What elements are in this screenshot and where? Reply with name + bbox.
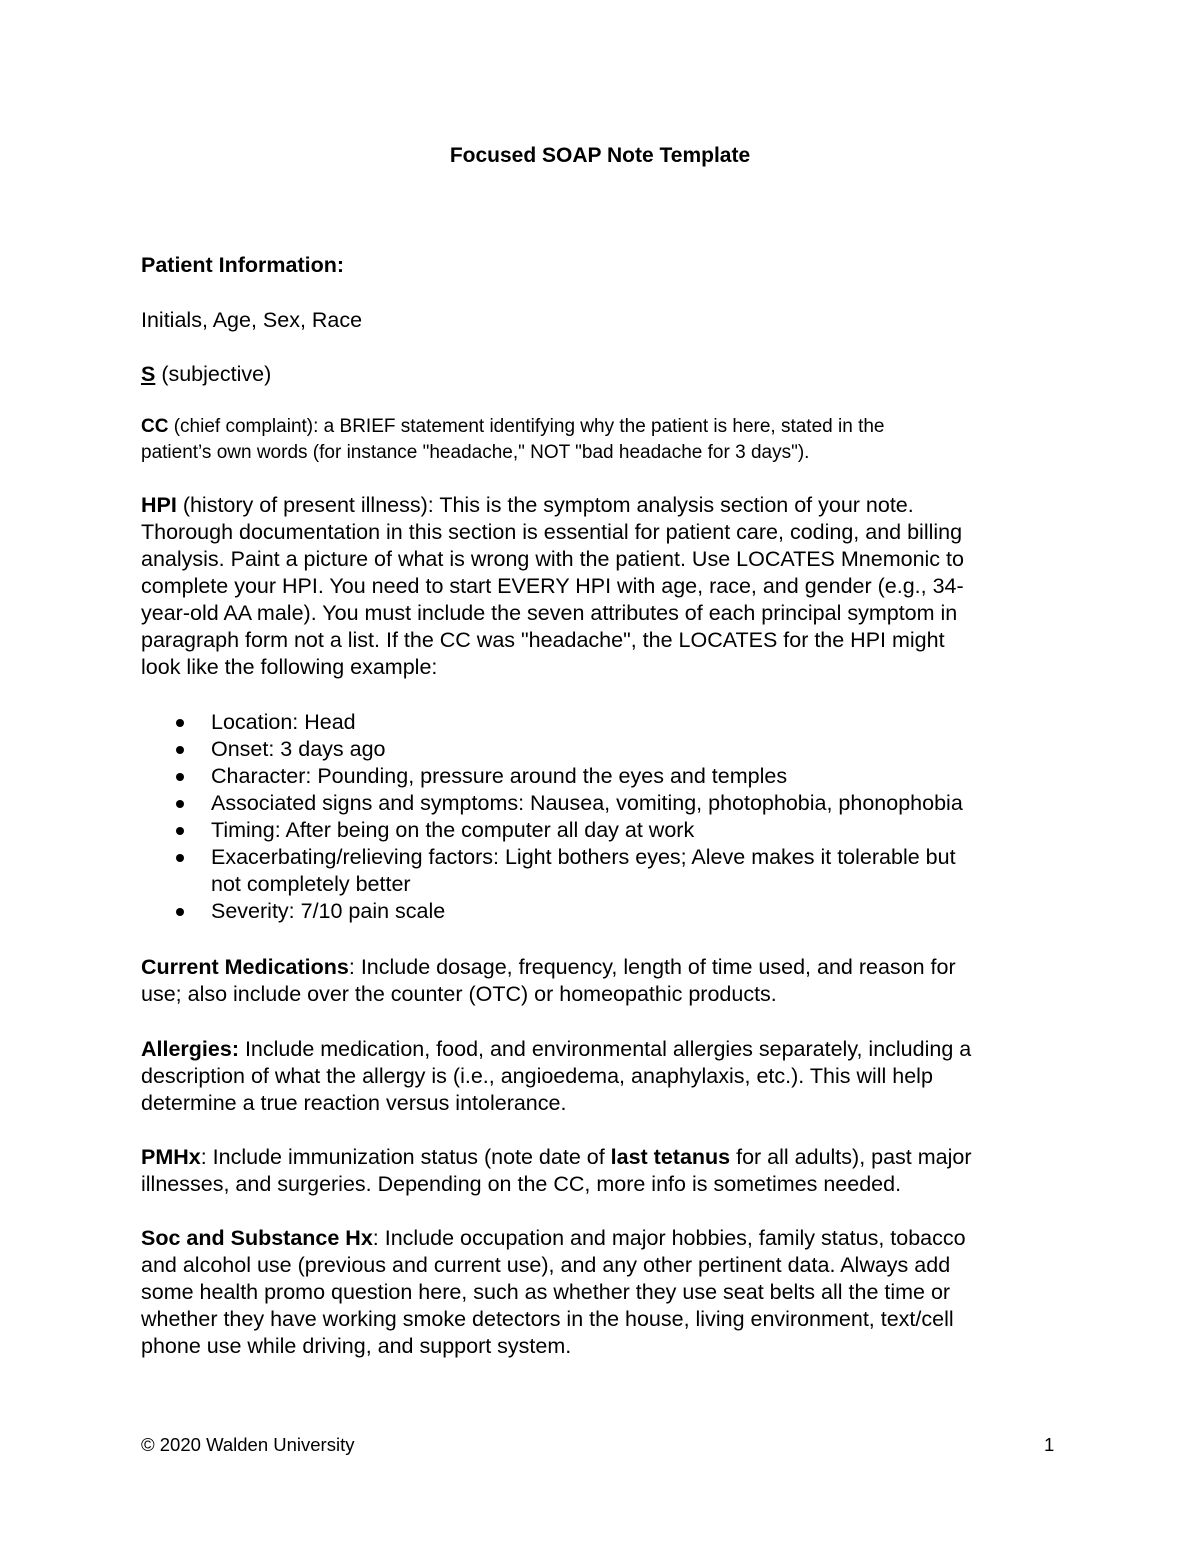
hpi-line: HPI (history of present illness): This is the symptom analysis section of your note. [141,493,914,517]
footer-page-number: 1 [1044,1434,1055,1455]
hpi-line: complete your HPI. You need to start EVERY HPI with age, race, and gender (e.g., 34- [141,574,964,598]
bullet-icon [176,854,184,862]
cc-paragraph [141,414,1061,466]
document-title: Focused SOAP Note Template [449,144,751,167]
bullet-icon [176,827,184,835]
list-item: Timing: After being on the computer all day at work [141,817,1061,844]
bullet-icon [176,908,184,916]
list-item: Exacerbating/relieving factors: Light bothers eyes; Aleve makes it tolerable but not completely better [141,844,1061,898]
patient-info-text: Initials, Age, Sex, Race [141,308,363,332]
pmhx-emphasis: last tetanus [610,1145,731,1169]
cc-line-2: patient’s own words (for instance "headache," NOT "bad headache for 3 days"). [141,442,810,463]
pmhx-paragraph: PMHx: Include immunization status (note date of last tetanus for all adults), past major illnesses, and surgeries. Depending on the CC, more info is sometimes needed. [141,1145,972,1196]
pmhx-term: PMHx [141,1145,201,1169]
allergies-term: Allergies: [141,1037,239,1061]
soc-paragraph: Soc and Substance Hx: Include occupation and major hobbies, family status, tobacco and alcohol use (previous and current use), and any other pertinent data. Always add some health promo question here, such as whether they use seat belts all the time or whether they have working smoke detectors in the house, living environment, text/cell phone use while driving, and support system. [141,1226,966,1358]
footer-copyright: © 2020 Walden University [141,1434,355,1455]
list-item: Location: Head [141,709,1061,736]
patient-info-heading: Patient Information: [141,253,345,277]
hpi-line: paragraph form not a list. If the CC was "headache", the LOCATES for the HPI might [141,628,945,652]
bullet-icon [176,773,184,781]
list-item: Character: Pounding, pressure around the eyes and temples [141,763,1061,790]
medications-term: Current Medications [141,955,349,979]
locates-list [141,709,1061,925]
subjective-letter: S [141,362,156,386]
hpi-line: Thorough documentation in this section is essential for patient care, coding, and billing [141,520,963,544]
cc-line-1: CC (chief complaint): a BRIEF statement identifying why the patient is here, stated in the [141,416,885,437]
list-item: Associated signs and symptoms: Nausea, vomiting, photophobia, phonophobia [141,790,1061,817]
subjective-label: (subjective) [155,362,272,386]
hpi-term: HPI [141,493,177,517]
allergies-paragraph: Allergies: Include medication, food, and environmental allergies separately, including a description of what the allergy is (i.e., angioedema, anaphylaxis, etc.). This will help determine a true reaction versus intolerance. [141,1037,972,1115]
hpi-line: year-old AA male). You must include the seven attributes of each principal symptom in [141,601,958,625]
list-item: Onset: 3 days ago [141,736,1061,763]
hpi-line: analysis. Paint a picture of what is wrong with the patient. Use LOCATES Mnemonic to [141,547,964,571]
list-item: Severity: 7/10 pain scale [141,898,1061,925]
hpi-paragraph [141,492,1061,681]
bullet-icon [176,719,184,727]
subjective-heading [141,361,1061,388]
soc-term: Soc and Substance Hx [141,1226,373,1250]
bullet-icon [176,800,184,808]
medications-paragraph: Current Medications: Include dosage, frequency, length of time used, and reason for use; also include over the counter (OTC) or homeopathic products. [141,955,956,1006]
cc-term: CC [141,416,169,437]
bullet-icon [176,746,184,754]
hpi-line: look like the following example: [141,655,438,679]
